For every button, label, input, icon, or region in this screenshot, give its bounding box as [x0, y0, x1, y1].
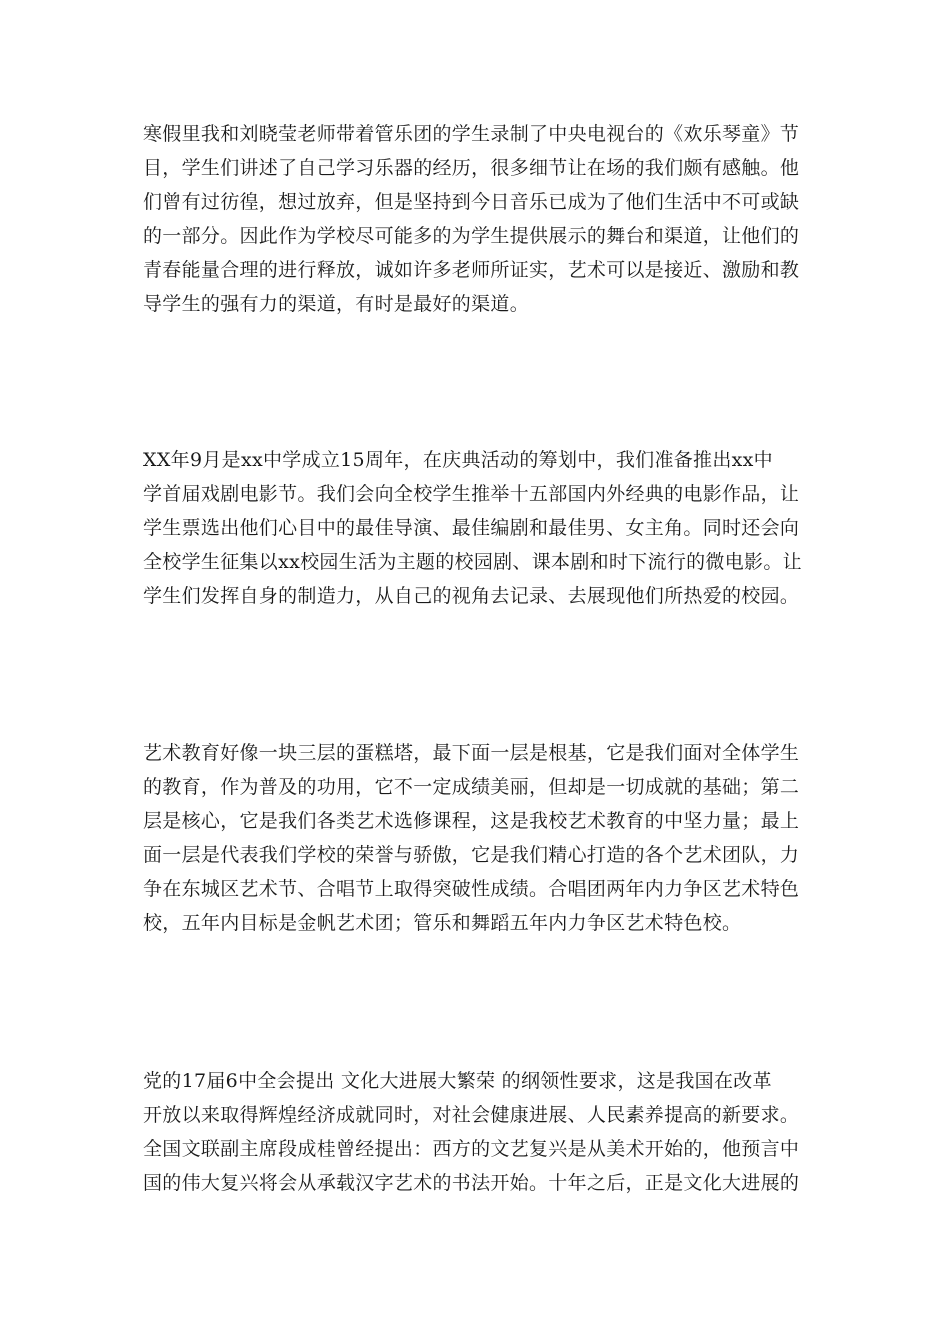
text-line: 面一层是代表我们学校的荣誉与骄傲，它是我们精心打造的各个艺术团队，力 [143, 844, 800, 866]
text-line: 开放以来取得辉煌经济成就同时，对社会健康进展、人民素养提高的新要求。 [143, 1104, 800, 1126]
text-line: 寒假里我和刘晓莹老师带着管乐团的学生录制了中央电视台的《欢乐琴童》节 [143, 123, 800, 145]
paragraph-music-program [143, 117, 807, 321]
text-line: 层是核心，它是我们各类艺术选修课程，这是我校艺术教育的中坚力量；最上 [143, 810, 800, 832]
text-line: 导学生的强有力的渠道，有时是最好的渠道。 [143, 293, 530, 315]
text-line: 国的伟大复兴将会从承载汉字艺术的书法开始。十年之后，正是文化大进展的 [143, 1172, 800, 1194]
text-line: 目，学生们讲述了自己学习乐器的经历，很多细节让在场的我们颇有感触。他 [143, 157, 800, 179]
text-line: 党的17届6中全会提出 文化大进展大繁荣 的纲领性要求，这是我国在改革 [143, 1070, 772, 1092]
text-line: 学生们发挥自身的制造力，从自己的视角去记录、去展现他们所热爱的校园。 [143, 585, 800, 607]
text-line: 青春能量合理的进行释放，诚如许多老师所证实，艺术可以是接近、激励和教 [143, 259, 800, 281]
paragraph-film-festival [143, 443, 807, 613]
text-line: 的教育，作为普及的功用，它不一定成绩美丽，但却是一切成就的基础；第二 [143, 776, 800, 798]
text-line: 校，五年内目标是金帆艺术团；管乐和舞蹈五年内力争区艺术特色校。 [143, 912, 742, 934]
text-line: 的一部分。因此作为学校尽可能多的为学生提供展示的舞台和渠道，让他们的 [143, 225, 800, 247]
text-line: 学首届戏剧电影节。我们会向全校学生推举十五部国内外经典的电影作品，让 [143, 483, 800, 505]
paragraph-cultural-development [143, 1064, 807, 1200]
paragraph-art-education-cake [143, 736, 807, 940]
text-line: 全校学生征集以xx校园生活为主题的校园剧、课本剧和时下流行的微电影。让 [143, 551, 802, 573]
text-line: 全国文联副主席段成桂曾经提出：西方的文艺复兴是从美术开始的，他预言中 [143, 1138, 800, 1160]
text-line: 们曾有过彷徨，想过放弃，但是坚持到今日音乐已成为了他们生活中不可或缺 [143, 191, 800, 213]
text-line: 艺术教育好像一块三层的蛋糕塔，最下面一层是根基，它是我们面对全体学生 [143, 742, 800, 764]
text-line: 学生票选出他们心目中的最佳导演、最佳编剧和最佳男、女主角。同时还会向 [143, 517, 800, 539]
text-line: XX年9月是xx中学成立15周年，在庆典活动的筹划中，我们准备推出xx中 [143, 449, 773, 471]
text-line: 争在东城区艺术节、合唱节上取得突破性成绩。合唱团两年内力争区艺术特色 [143, 878, 800, 900]
